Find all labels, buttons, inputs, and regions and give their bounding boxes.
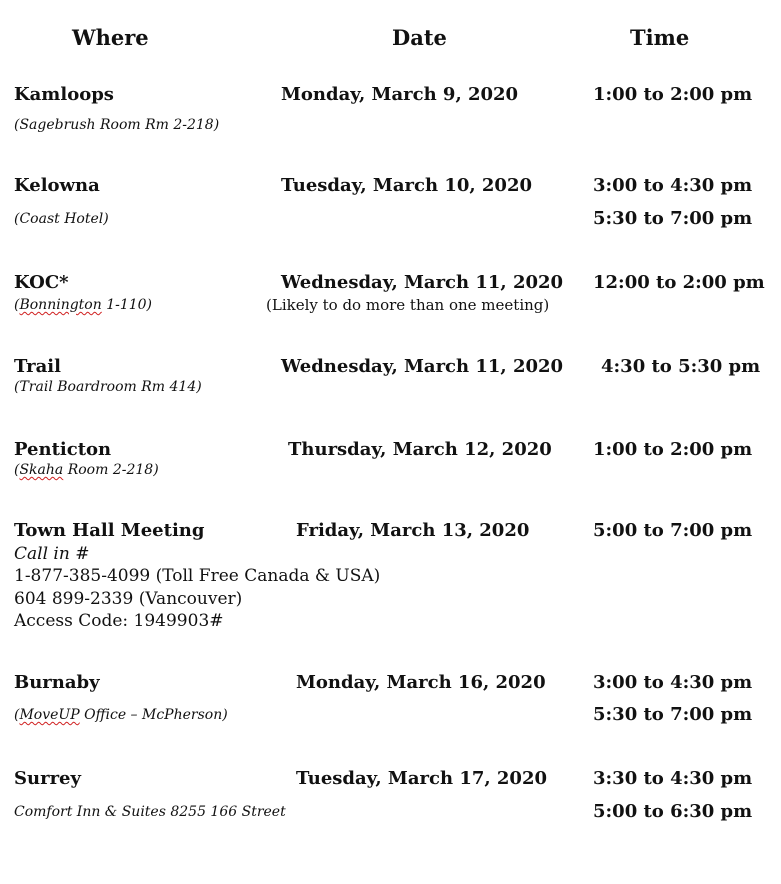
venue-penticton: (Skaha Room 2-218) — [14, 462, 159, 478]
time-kelowna-2: 5:30 to 7:00 pm — [593, 208, 753, 229]
header-date: Date — [392, 25, 447, 50]
location-penticton: Penticton — [14, 439, 112, 460]
date-surrey: Tuesday, March 17, 2020 — [296, 768, 547, 789]
date-trail: Wednesday, March 11, 2020 — [281, 356, 564, 377]
location-kamloops: Kamloops — [14, 84, 114, 105]
date-kelowna: Tuesday, March 10, 2020 — [281, 175, 532, 196]
date-kamloops: Monday, March 9, 2020 — [281, 84, 519, 105]
phone-toll-free: 1-877-385-4099 (Toll Free Canada & USA) — [14, 566, 381, 586]
venue-kelowna: (Coast Hotel) — [14, 211, 109, 227]
time-burnaby-2: 5:30 to 7:00 pm — [593, 704, 753, 725]
location-burnaby: Burnaby — [14, 672, 100, 693]
phone-vancouver: 604 899-2339 (Vancouver) — [14, 589, 243, 609]
time-surrey-1: 3:30 to 4:30 pm — [593, 768, 753, 789]
venue-kamloops: (Sagebrush Room Rm 2-218) — [14, 117, 220, 133]
time-koc: 12:00 to 2:00 pm — [593, 272, 765, 293]
date-koc: Wednesday, March 11, 2020 — [281, 272, 564, 293]
time-penticton: 1:00 to 2:00 pm — [593, 439, 753, 460]
time-kamloops: 1:00 to 2:00 pm — [593, 84, 753, 105]
time-kelowna-1: 3:00 to 4:30 pm — [593, 175, 753, 196]
time-town-hall: 5:00 to 7:00 pm — [593, 520, 753, 541]
venue-trail: (Trail Boardroom Rm 414) — [14, 379, 202, 395]
time-trail: 4:30 to 5:30 pm — [601, 356, 761, 377]
time-burnaby-1: 3:00 to 4:30 pm — [593, 672, 753, 693]
header-time: Time — [630, 25, 690, 50]
note-koc: (Likely to do more than one meeting) — [266, 296, 550, 314]
location-kelowna: Kelowna — [14, 175, 100, 196]
venue-surrey: Comfort Inn & Suites 8255 166 Street — [14, 804, 286, 820]
location-surrey: Surrey — [14, 768, 81, 789]
call-in-label: Call in # — [14, 544, 90, 564]
time-surrey-2: 5:00 to 6:30 pm — [593, 801, 753, 822]
date-penticton: Thursday, March 12, 2020 — [288, 439, 552, 460]
date-town-hall: Friday, March 13, 2020 — [296, 520, 530, 541]
venue-burnaby: (MoveUP Office – McPherson) — [14, 707, 228, 723]
access-code: Access Code: 1949903# — [14, 611, 224, 631]
location-town-hall: Town Hall Meeting — [14, 520, 205, 541]
location-koc: KOC* — [14, 272, 69, 293]
venue-koc: (Bonnington 1-110) — [14, 297, 153, 313]
header-where: Where — [72, 25, 149, 50]
location-trail: Trail — [14, 356, 61, 377]
date-burnaby: Monday, March 16, 2020 — [296, 672, 546, 693]
